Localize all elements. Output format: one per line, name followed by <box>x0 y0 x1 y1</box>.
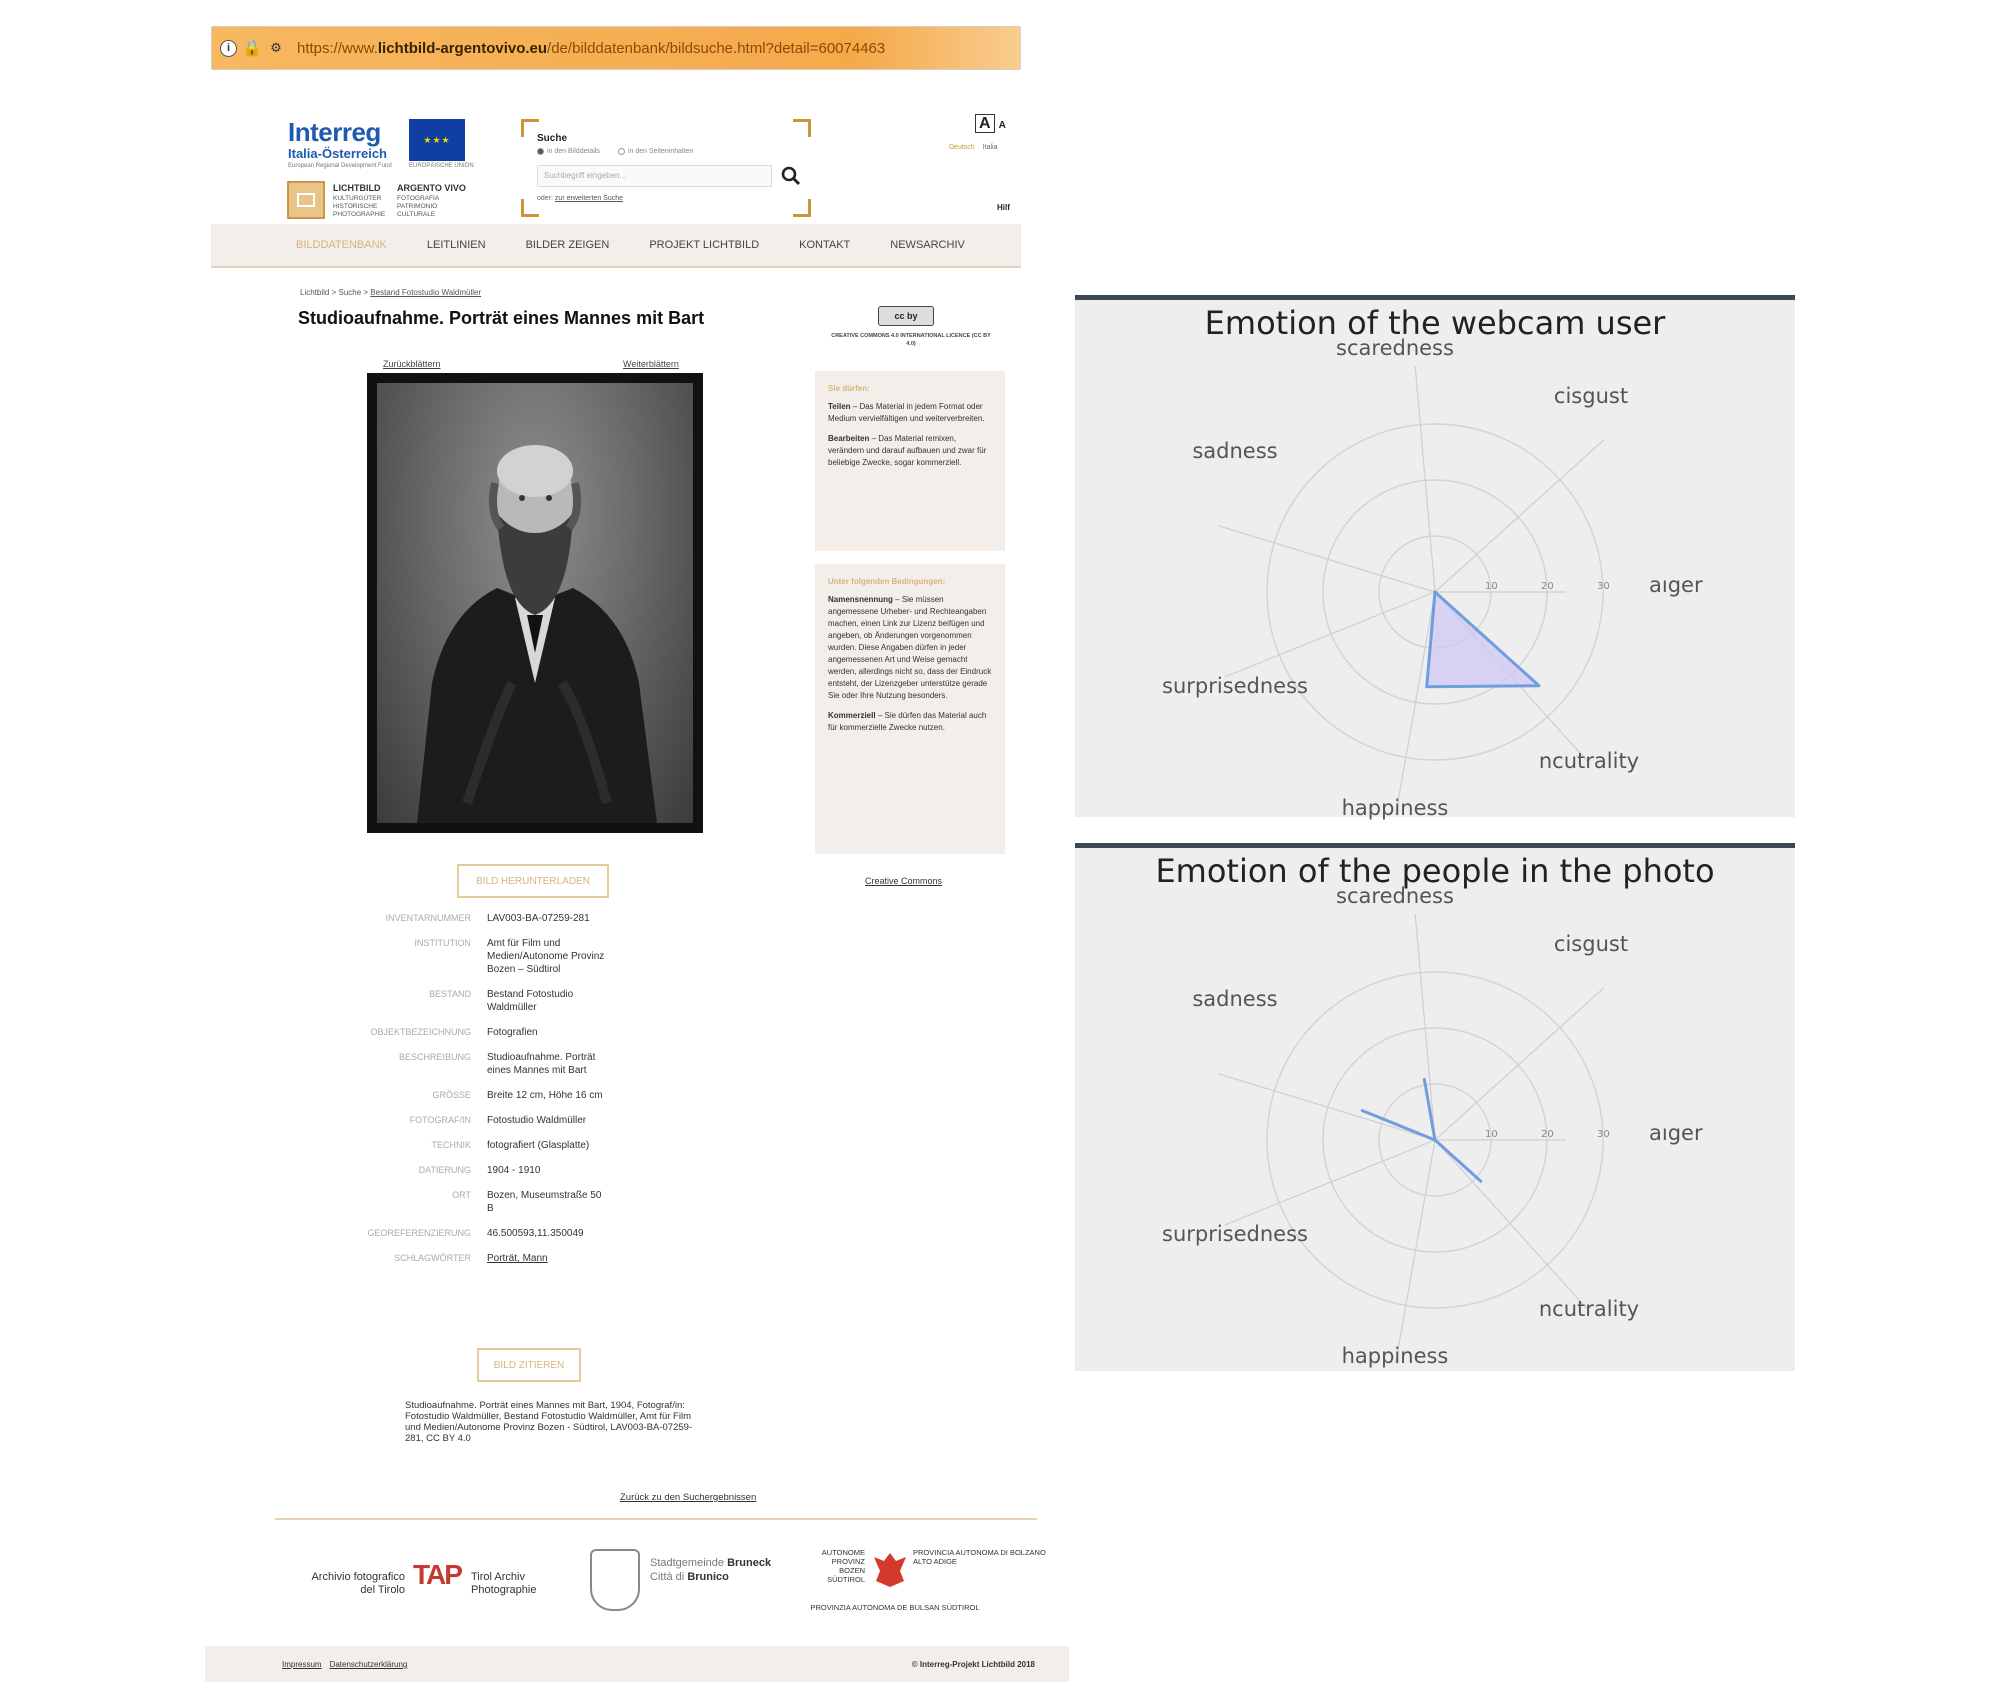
prev-link[interactable]: Zurückblättern <box>383 359 441 369</box>
font-size-large-button[interactable]: A <box>975 114 995 133</box>
tick-label: 20 <box>1541 1129 1554 1140</box>
search-box <box>521 119 811 217</box>
license-conditions-box: Unter folgenden Bedingungen: Namensnennung – Sie müssen angemessene Urheber- und Rechteangaben machen, einen Link zur Lizenz beifügen und angeben, ob Änderungen vorgenommen wurden. Diese Angaben dürfen in jeder angemessenen Art und Weise gemacht werden, allerdings nicht so, dass der Eindruck entsteht, der Lizenzgeber unterstütze gerade Sie oder Ihre Nutzung besonders. Kommerziell – Sie dürfen das Material auch für kommerzielle Zwecke nutzen. <box>815 564 1005 854</box>
search-title: Suche <box>537 133 568 144</box>
axis-label: happiness <box>1341 796 1449 820</box>
breadcrumb-search[interactable]: Suche <box>338 288 362 297</box>
browser-url-bar[interactable] <box>211 26 1021 70</box>
axis-line <box>1435 988 1604 1140</box>
cc-license-text: CREATIVE COMMONS 4.0 INTERNATIONAL LICENCE (CC BY 4.0) <box>831 333 991 347</box>
axis-line <box>1225 1140 1435 1225</box>
province-logo-text-de[interactable]: AUTONOME PROVINZ BOZEN SÜDTIROL <box>821 1548 865 1584</box>
tap-logo[interactable]: TAP <box>413 1559 461 1590</box>
lang-de-link[interactable]: Deutsch <box>949 144 975 151</box>
bottom-bar <box>205 1646 1069 1682</box>
tick-label: 10 <box>1485 581 1498 592</box>
axis-label: nсutrality <box>1538 1297 1640 1321</box>
website-screenshot <box>205 26 1065 1686</box>
axis-line <box>1415 366 1435 592</box>
bearded-man-image <box>377 383 693 823</box>
tick-label: 20 <box>1541 581 1554 592</box>
axis-label: aıger <box>1649 573 1703 597</box>
site-header <box>211 81 1021 221</box>
argento-sub: FOTOGRAFIA PATRIMONIO CULTURALE <box>397 195 440 218</box>
meta-row: INVENTARNUMMER LAV003-BA-07259-281 <box>385 913 590 924</box>
radio-page-content[interactable]: in den Seiteninhalten <box>618 148 693 155</box>
axis-label: sadness <box>1192 987 1278 1011</box>
portrait-photo[interactable] <box>367 373 703 833</box>
breadcrumb-home[interactable]: Lichtbild <box>300 288 330 297</box>
photo-emotion-chart <box>1075 843 1795 1371</box>
interreg-fund-text: European Regional Development Fund <box>288 163 392 169</box>
eu-flag-icon: ★★★ <box>409 119 465 161</box>
meta-row: BESCHREIBUNG Studioaufnahme. Porträt eines Mannes mit Bart <box>398 1052 596 1076</box>
font-size-small-button[interactable]: A <box>998 120 1006 131</box>
citation-text: Studioaufnahme. Porträt eines Mannes mit Bart, 1904, Fotograf/in: Fotostudio Waldmüller, Bestand Fotostudio Waldmüller, Amt für Film und Medien/Autonome Provinz Bozen - Südtirol, LAV003-BA-07259-281, CC BY 4.0 <box>405 1400 693 1444</box>
axis-label: nсutrality <box>1538 749 1640 773</box>
privacy-link[interactable]: Datenschutzerklärung <box>329 1660 408 1669</box>
axis-label: сisgust <box>1553 932 1629 956</box>
meta-row: DATIERUNG 1904 - 1910 <box>418 1165 541 1176</box>
meta-row: SCHLAGWÖRTER Porträt, Mann <box>394 1253 548 1264</box>
archivio-logo-text[interactable]: Archivio fotografico del Tirolo <box>311 1571 405 1596</box>
nav-item-kontakt[interactable]: KONTAKT <box>799 239 851 251</box>
page-title: Studioaufnahme. Porträt eines Mannes mit Bart <box>298 308 705 328</box>
breadcrumb: Lichtbild > Suche > Bestand Fotostudio Waldmüller <box>300 288 482 297</box>
webcam-emotion-chart <box>1075 295 1795 820</box>
interreg-logo[interactable]: Interreg <box>288 117 381 147</box>
nav-item-newsarchiv[interactable]: NEWSARCHIV <box>890 239 965 251</box>
radar-svg <box>1075 848 1795 1370</box>
axis-label: сisgust <box>1553 384 1629 408</box>
nav-item-projekt[interactable]: PROJEKT LICHTBILD <box>649 239 760 251</box>
tirol-archiv-logo-text[interactable]: Tirol Archiv Photographie <box>471 1571 537 1596</box>
axis-label: aıger <box>1649 1121 1703 1145</box>
axis-line <box>1225 592 1435 677</box>
province-logo-text-lad[interactable]: PROVINZIA AUTONOMA DE BULSAN SÜDTIROL <box>810 1603 980 1612</box>
axis-line <box>1218 526 1435 592</box>
eagle-icon[interactable] <box>872 1549 908 1589</box>
keyword-links[interactable]: Porträt, Mann <box>487 1253 548 1264</box>
advanced-search-link[interactable]: zur erweiterten Suche <box>554 195 624 202</box>
chart-title: Emotion of the people in the photo <box>1155 852 1715 890</box>
lichtbild-logo-icon <box>287 181 325 219</box>
meta-row: FOTOGRAF/IN Fotostudio Waldmüller <box>409 1115 587 1126</box>
interreg-region: Italia-Österreich <box>288 146 387 161</box>
argento-logo-text: ARGENTO VIVO <box>397 183 466 193</box>
advanced-search: oder: zur erweiterten Suche <box>537 195 624 202</box>
nav-item-bilddatenbank[interactable]: BILDDATENBANK <box>296 239 387 251</box>
axis-line <box>1435 440 1604 592</box>
search-icon[interactable] <box>779 165 803 187</box>
radar-svg <box>1075 300 1795 822</box>
back-to-results-link[interactable]: Zurück zu den Suchergebnissen <box>620 1492 757 1503</box>
tick-label: 30 <box>1597 581 1610 592</box>
creative-commons-link[interactable]: Creative Commons <box>865 876 943 886</box>
license-permissions-box: Sie dürfen: Teilen – Das Material in jedem Format oder Medium vervielfältigen und weiterverbreiten. Bearbeiten – Das Material remixen, verändern und darauf aufbauen und zwar für beliebige Zwecke, sogar kommerziell. <box>815 371 1005 551</box>
font-size-control <box>975 115 1006 133</box>
axis-label: happiness <box>1341 1344 1449 1368</box>
axis-line <box>1435 1140 1587 1309</box>
meta-row: BESTAND Bestand Fotostudio Waldmüller <box>429 989 574 1013</box>
eu-label: EUROPÄISCHE UNION <box>409 163 474 169</box>
meta-row: GEOREFERENZIERUNG 46.500593,11.350049 <box>367 1228 584 1239</box>
download-image-button[interactable]: BILD HERUNTERLADEN <box>457 864 609 898</box>
chart-title: Emotion of the webcam user <box>1204 304 1666 342</box>
bruneck-crest-icon[interactable] <box>590 1549 640 1611</box>
footer-divider <box>275 1518 1037 1520</box>
breadcrumb-collection[interactable]: Bestand Fotostudio Waldmüller <box>370 288 482 297</box>
lichtbild-logo-text: LICHTBILD <box>333 183 381 193</box>
axis-label: surprisedness <box>1162 674 1308 698</box>
axis-line <box>1218 1074 1435 1140</box>
tracking-icon[interactable]: ⚙ <box>270 40 282 55</box>
lichtbild-sub: KULTURGÜTER HISTORISCHE PHOTOGRAPHIE <box>333 195 386 218</box>
cc-license-badge[interactable]: cc by <box>878 306 934 326</box>
tick-label: 30 <box>1597 1129 1610 1140</box>
lang-it-link[interactable]: Italia <box>982 144 998 151</box>
tick-label: 10 <box>1485 1129 1498 1140</box>
nav-item-leitlinien[interactable]: LEITLINIEN <box>426 239 486 251</box>
axis-label: scaredness <box>1336 884 1454 908</box>
province-logo-text-it[interactable]: PROVINCIA AUTONOMA DI BOLZANO ALTO ADIGE <box>913 1548 1046 1566</box>
next-link[interactable]: Weiterblättern <box>623 359 679 369</box>
url-text[interactable]: https://www.lichtbild-argentovivo.eu/de/bilddatenbank/bildsuche.html?detail=60074463 <box>297 39 886 57</box>
help-link[interactable]: Hilf <box>997 203 1010 212</box>
axis-label: sadness <box>1192 439 1278 463</box>
data-polygon <box>1427 592 1539 687</box>
impressum-link[interactable]: Impressum <box>282 1660 322 1669</box>
axis-line <box>1415 914 1435 1140</box>
main-nav <box>211 224 1021 268</box>
axis-label: surprisedness <box>1162 1222 1308 1246</box>
axis-label: scaredness <box>1336 336 1454 360</box>
bruneck-logo-text[interactable]: Stadtgemeinde Bruneck Città di Brunico <box>650 1557 772 1583</box>
meta-row: TECHNIK fotografiert (Glasplatte) <box>431 1140 590 1151</box>
meta-row: ORT Bozen, Museumstraße 50 B <box>452 1190 602 1214</box>
nav-item-bilder-zeigen[interactable]: BILDER ZEIGEN <box>525 239 610 251</box>
cite-image-button[interactable]: BILD ZITIEREN <box>477 1348 581 1382</box>
language-switch <box>949 144 997 151</box>
meta-row: INSTITUTION Amt für Film und Medien/Autonome Provinz Bozen – Südtirol <box>414 938 605 975</box>
copyright: © Interreg-Projekt Lichtbild 2018 <box>911 1660 1035 1669</box>
radio-image-details[interactable]: in den Bilddetails <box>537 148 600 155</box>
metadata-table <box>325 912 655 1277</box>
meta-row: OBJEKTBEZEICHNUNG Fotografien <box>370 1027 538 1038</box>
info-icon[interactable]: i <box>220 40 237 57</box>
meta-row: GRÖSSE Breite 12 cm, Höhe 16 cm <box>432 1090 603 1101</box>
search-input[interactable]: Suchbegriff eingeben... <box>537 165 772 187</box>
lock-icon: 🔒 <box>242 40 262 57</box>
